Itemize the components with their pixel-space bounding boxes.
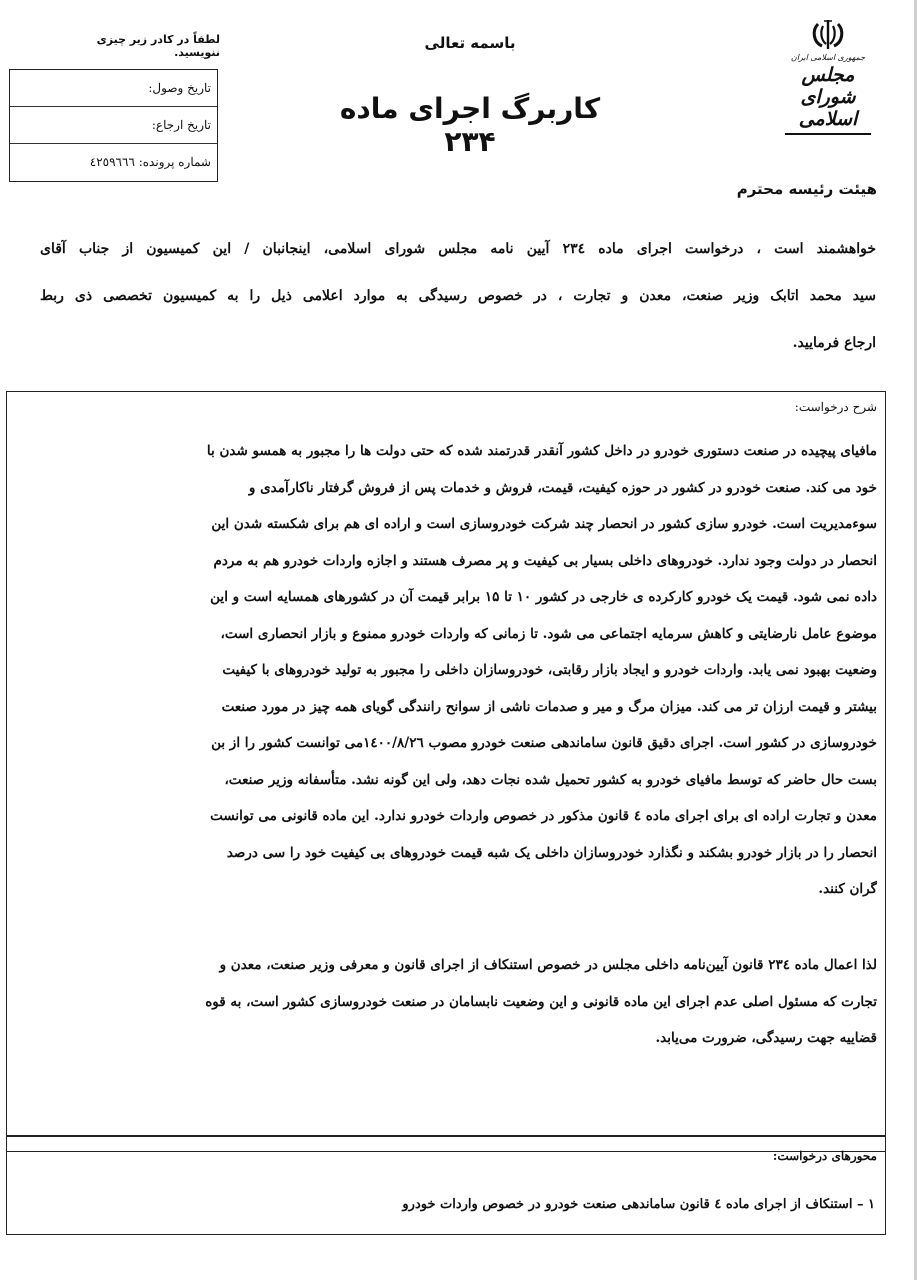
description-line: خودروسازی در کشور است. اجرای دقیق قانون ساماندهی صنعت خودرو مصوب ١٤٠٠/٨/٢٦می توانست کشور را از بن [211,735,877,751]
description-line: انحصار در دولت وجود ندارد. خودروهای داخلی بسیار بی کیفیت و پر مصرف هستند و اجازه واردات خودرو هم به مردم [213,552,877,569]
description-line: معدن و تجارت اراده ای برای اجرای ماده ٤ قانون مذکور در خصوص واردات خودرو ندارد. این ماده قانونی می توانست [210,808,877,824]
form-title: کاربرگ اجرای ماده ۲۳۴ [339,92,601,158]
received-date-field [10,70,217,107]
request-axis-item: ١ – استنکاف از اجرای ماده ٤ قانون ساماندهی صنعت خودرو در خصوص واردات خودرو [402,1197,875,1212]
intro-line: سید محمد اتابک وزیر صنعت، معدن و تجارت ، در خصوص رسیدگی به موارد اعلامی ذیل را به کمیسیون تخصصی ذی ربط [40,288,876,304]
office-info-box [9,69,218,182]
intro-line: ارجاع فرمایید. [792,335,876,351]
file-number-label: شماره پرونده: [138,155,211,169]
emblem-caption: جمهوری اسلامی ایران [790,53,866,62]
referral-date-field [10,107,217,144]
logo-underline [785,133,871,135]
intro-line: خواهشمند است ، درخواست اجرای ماده ٢٣٤ آیین نامه مجلس شورای اسلامی، اینجانبان / این کمیسیون از جناب آقای [40,241,876,257]
referral-date-label: تاریخ ارجاع: [151,118,211,132]
description-line: مافیای پیچیده در صنعت دستوری خودرو در داخل کشور آنقدر قدرتمند شده که حتی دولت ها را مجبور به همسو شدن با [206,443,877,459]
conclusion-line: لذا اعمال ماده ٢٣٤ قانون آیین‌نامه داخلی مجلس در خصوص استنکاف از اجرای قانون و معرفی وزیر صنعت، معدن و [219,957,877,973]
request-axes-box [6,1135,886,1235]
received-date-label: تاریخ وصول: [148,81,211,95]
file-number-field [10,144,217,181]
conclusion-paragraph [17,947,877,1057]
description-line: بست حال حاضر که توسط مافیای خودرو به کشور تحمیل شده نجات دهد، ولی این گونه نشد. متأسفانه وزیر صنعت، [224,771,877,788]
parliament-name: مجلس شورای اسلامی [798,64,858,130]
description-label: شرح درخواست: [794,400,877,414]
description-line: گران کنند. [818,881,877,897]
description-line: سوءمدیریت است. خودرو سازی کشور در انحصار چند شرکت خودروسازی است و اراده ای هم برای شکسته شدن این [211,516,877,532]
description-line: وضعیت بهبود نمی یابد. واردات خودرو و ایجاد بازار رقابتی، خودروسازان داخلی را مجبور به تولید خودروهای با کیفیت [222,662,877,678]
description-line: انحصار را در بازار خودرو بشکند و نگذارد خودروسازان داخلی یک شبه قیمت خودروهای بی کیفیت خود را سی درصد [226,844,877,861]
request-description-box [6,391,886,1152]
description-line: خود می کند. صنعت خودرو در کشور در حوزه کیفیت، قیمت، فروش و خدمات پس از فروش گرفتار ناکارآمدی و [248,479,877,496]
intro-paragraph [40,226,876,367]
conclusion-line: قضاییه جهت رسیدگی، ضرورت می‌یابد. [655,1030,877,1046]
basmala-heading: باسمه تعالی [424,34,516,52]
office-use-note: لطفاً در کادر زیر چیزی ننویسید. [96,33,220,59]
description-line: موضوع عامل نارضایتی و کاهش سرمایه اجتماعی می شود. تا زمانی که واردات خودرو ممنوع و بازار انحصاری است، [220,625,877,642]
conclusion-line: تجارت که مسئول اصلی عدم اجرای این ماده قانونی و این وضعیت نابسامان در صنعت خودروسازی کشور است، به قوه [205,993,877,1010]
file-number-value: ٤٢٥٩٦٦٦ [89,155,135,169]
description-text [17,433,877,908]
iran-emblem-icon [810,18,846,52]
addressee: هیئت رئیسه محترم [736,180,877,198]
description-line: داده نمی شود. قیمت یک خودرو کارکرده ی خارجی در کشور ۱۰ تا ۱۵ برابر قیمت آن در کشورهای همسایه است و این [210,589,877,605]
description-line: بیشتر و قیمت ارزان تر می کند. میزان مرگ و میر و صدمات ناشی از سوانح رانندگی گویای همه چیز در مورد صنعت [221,698,877,715]
parliament-logo [778,18,878,130]
request-axes-label: محورهای درخواست: [772,1149,877,1163]
